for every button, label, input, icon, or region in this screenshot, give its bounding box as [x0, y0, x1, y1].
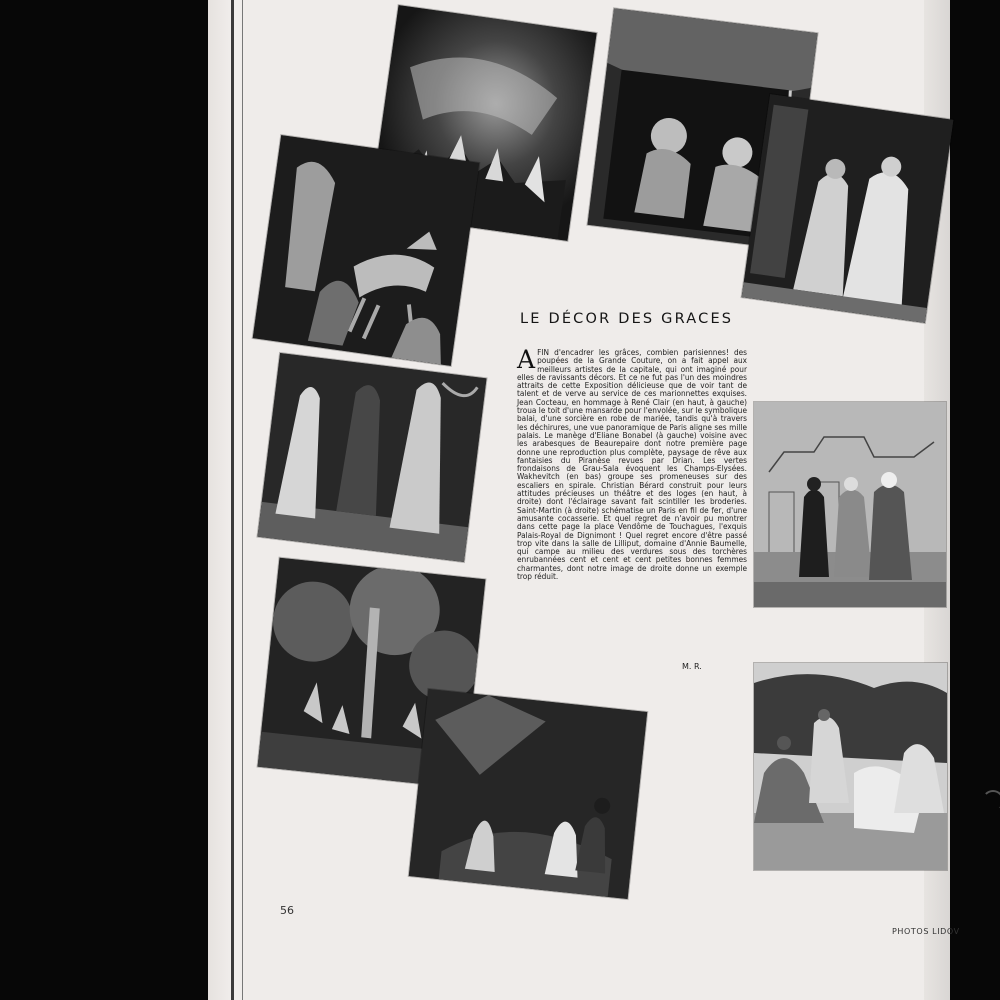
- photo-saint-martin-fil-de-fer: [754, 402, 946, 607]
- photo-bonabel-manege: [253, 135, 480, 366]
- page-spine: [208, 0, 250, 1000]
- article-body: [517, 345, 747, 582]
- next-page-edge-mark: [982, 790, 1000, 812]
- article-signature: M. R.: [682, 662, 702, 671]
- photo-beaurepaire-arabesques: [258, 353, 487, 562]
- article-title: LE DÉCOR DES GRACES: [520, 311, 734, 327]
- page-number: 56: [280, 904, 294, 917]
- dropcap: A: [517, 345, 536, 374]
- article-text: FIN d'encadrer les grâces, combien parisiennes! des poupées de la Grande Couture, on a fait appel aux meilleurs artistes de la capitale, qui ont imaginé pour elles de ravissants décors. Et ce ne fut pas l'un des moindres attraits de cette Exposition délicieuse que de voir tant de talent et de verve au service de ces marionnettes exquises. Jean Cocteau, en hommage à René Clair (en haut, à gauche) troua le toit d'une mansarde pour l'envolée, sur le symbolique balai, d'une sorcière en robe de mariée, tandis qu'à travers les déchirures, une vue panoramique de Paris aligne ses mille palais. Le manège d'Eliane Bonabel (à gauche) voisine avec les arabesques de Beaurepaire dont notre première page donne une reproduction plus complète, paysage de rêve aux fantaisies du Piranèse revues par Drian. Les vertes frondaisons de Grau-Sala évoquent les Champs-Elysées. Wakhevitch (en bas) groupe ses promeneuses sur des escaliers en spirale. Christian Bérard construit pour leurs attitudes précieuses un théâtre et des loges (en haut, à droite) dont l'éclairage savant fait scintiller les broderies. Saint-Martin (à droite) schématise un Paris en fil de fer, d'une amusante cocasserie. Et quel regret de n'avoir pu montrer dans cette page la place Vendôme de Touchagues, l'exquis Palais-Royal de Dignimont ! Quel regret encore d'être passé trop vite dans la salle de Lilliput, domaine d'Annie Baumelle, qui campe au milieu des verdures sous des torchères enrubannées cent et cent et cent petites bonnes femmes charmantes, dont notre image de droite donne un exemple trop réduit.: [517, 347, 747, 582]
- spine-line: [242, 0, 243, 1000]
- spine-line: [231, 0, 234, 1000]
- photo-wakhevitch-escaliers: [409, 689, 647, 899]
- photo-lilliput-torcheres: [754, 663, 947, 870]
- photo-berard-loges: [742, 94, 954, 323]
- photo-credit: PHOTOS LIDOV: [892, 927, 960, 936]
